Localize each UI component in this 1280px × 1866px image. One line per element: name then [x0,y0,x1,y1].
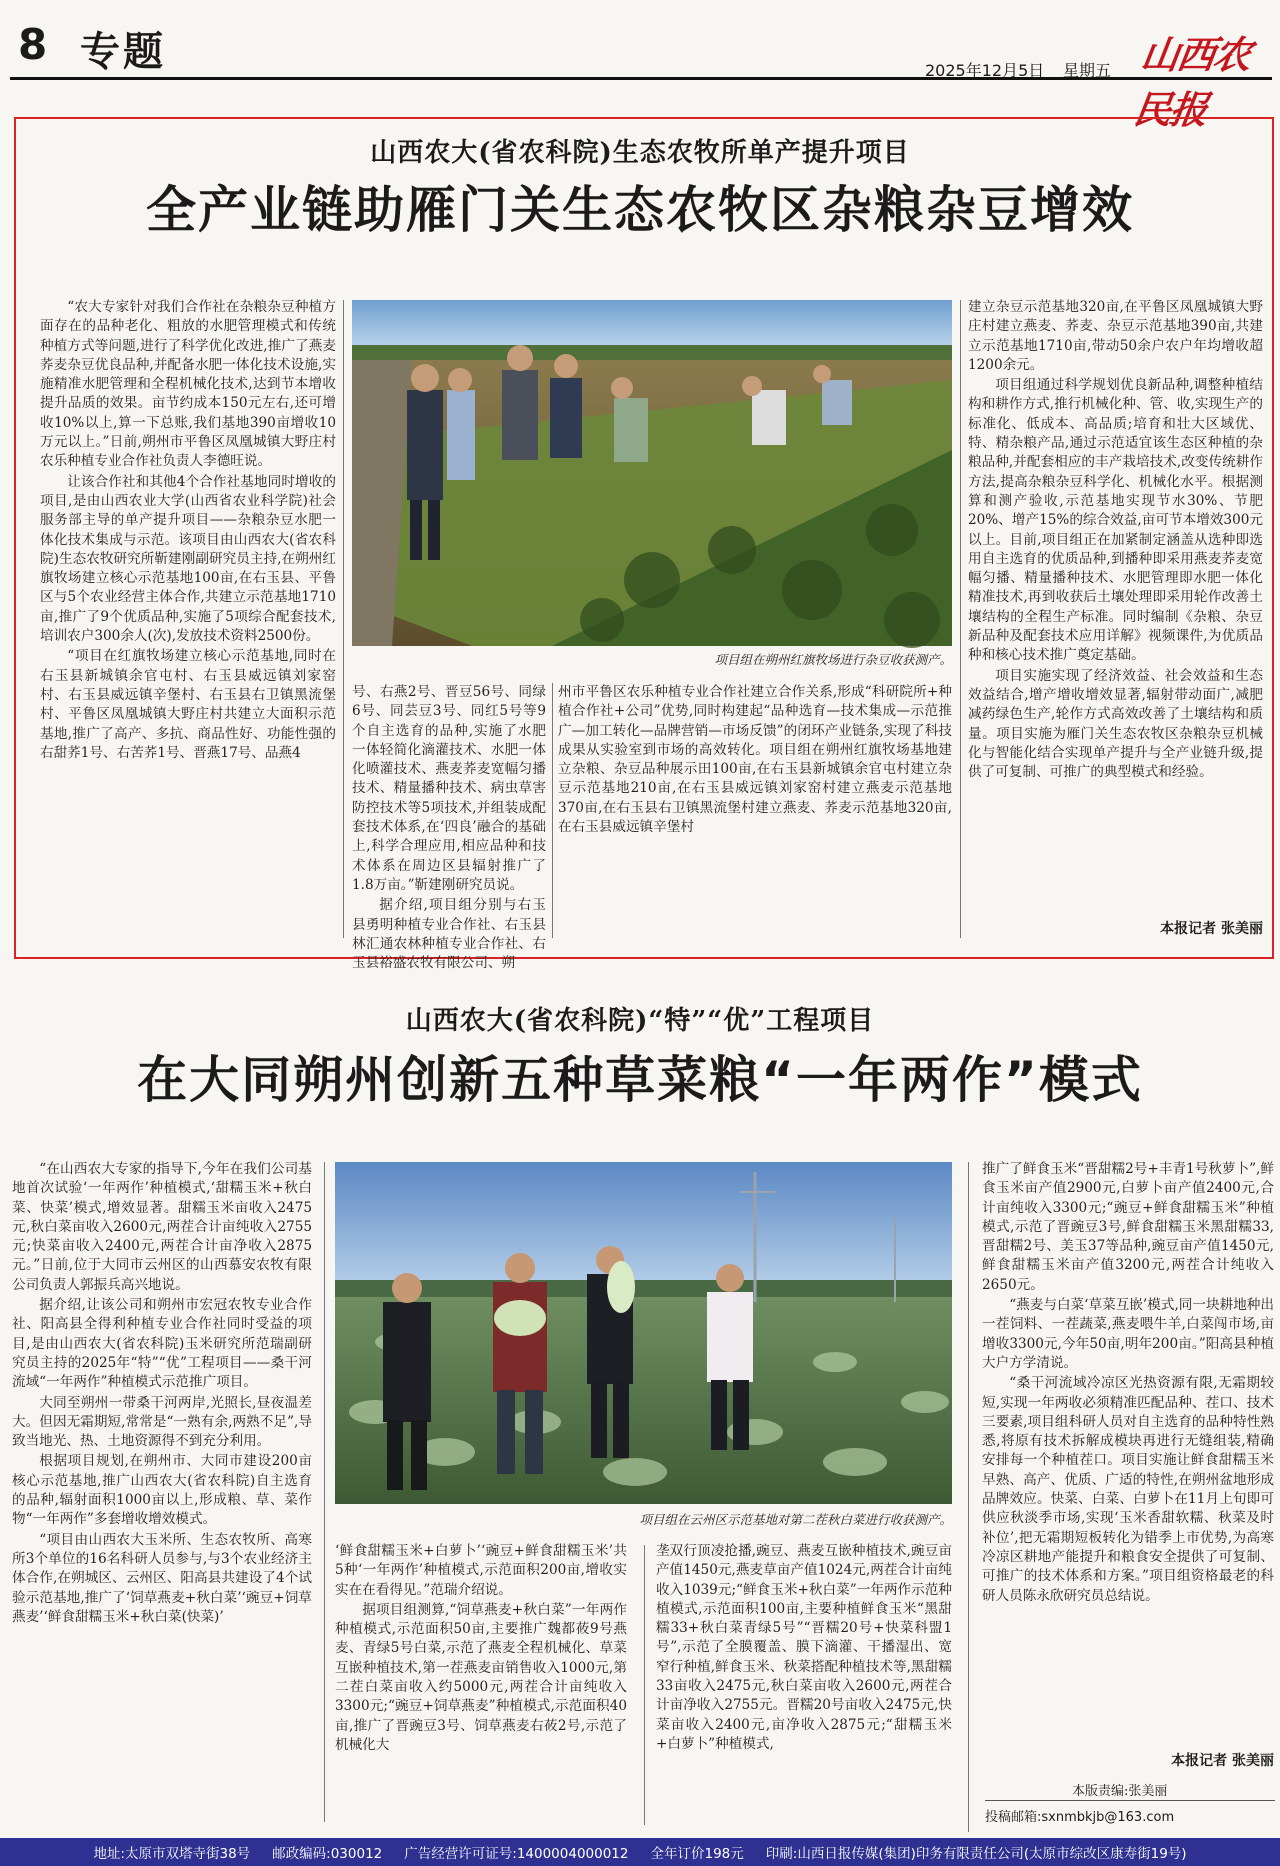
column-rule [644,1545,645,1825]
article-1-column-1 [40,298,336,938]
newspaper-logo: 山西农民报 [1130,32,1253,132]
article-2-column-1 [12,1160,312,1820]
issue-date: 2025年12月5日 [925,61,1045,80]
article-1-column-3 [558,683,952,938]
paragraph: ‘鲜食甜糯玉米+白萝卜’‘豌豆+鲜食甜糯玉米’共5种‘一年两作’种植模式,示范面积200亩,增收实实在在看得见。”范瑞介绍说。 [335,1543,627,1598]
column-rule [960,300,961,938]
article-1-column-2 [352,683,546,972]
paragraph: 大同至朔州一带桑干河两岸,光照长,昼夜温差大。但因无霜期短,常常是“一熟有余,两熟不足”,导致当地光、热、土地资源得不到充分利用。 [12,1394,312,1450]
masthead [10,14,1272,132]
field-harvest-photo [352,300,952,646]
article-1-kicker: 山西农大(省农科院)生态农牧所单产提升项目 [370,138,910,168]
footer-license: 广告经营许可证号:1400004000012 [404,1846,629,1862]
article-2-photo-caption: 项目组在云州区示范基地对第二茬秋白菜进行收获测产。 [639,1512,952,1527]
article-2-headline: 在大同朔州创新五种草菜粮“一年两作”模式 [137,1051,1143,1109]
article-2-column-2 [335,1542,627,1826]
paragraph: 号、右燕2号、晋豆56号、同绿6号、同芸豆3号、同红5号等9个自主选育的品种,实施了水肥一体轻简化滴灌技术、水肥一体化喷灌技术、燕麦荞麦宽幅匀播技术、精量播种技术、病虫草害防控技术等5项技术,并组装成配套技术体系,在‘四良’融合的基础上,科学合理应用,相应品种和技术体系在周边区县辐射推广了1.8万亩。”靳建刚研究员说。 [352,684,546,893]
footer-bar [0,1838,1280,1866]
paragraph: 推广了鲜食玉米“晋甜糯2号+丰青1号秋萝卜”,鲜食玉米亩产值2900元,白萝卜亩产值2400元,合计亩纯收入3300元;“豌豆+鲜食甜糯玉米”种植模式,示范了晋豌豆3号,鲜食甜糯玉米黑甜糯33,晋甜糯2号、美玉37等品种,豌豆亩产值1450元,鲜食甜糯玉米亩产值3200元,两茬合计纯收入2650元。 [982,1161,1274,1293]
article-2-column-4 [982,1160,1274,1750]
article-2-byline: 本报记者 张美丽 [1171,1753,1274,1769]
paragraph: “桑干河流域冷凉区光热资源有限,无霜期较短,实现一年两收必须精准匹配品种、茬口、技术三要素,项目组科研人员对自主选育的品种特性熟悉,将原有技术拆解成模块再进行无缝组装,精确安排每一个种植茬口。项目实施让鲜食甜糯玉米早熟、高产、优质、广适的特性,在朔州盆地形成品牌效应。快菜、白菜、白萝卜在11月上旬即可供应秋淡季市场,实现‘玉米香甜软糯、秋菜及时补位’,把无霜期短板转化为错季上市优势,为高寒冷凉区耕地产能提升和粮食安全提供了可复制、可推广的技术体系和方案。”项目组资格最老的科研人员陈永欣研究员总结说。 [982,1375,1274,1604]
divider [985,1800,1275,1801]
column-rule [324,1162,325,1822]
column-rule [343,300,344,938]
footer-address: 地址:太原市双塔寺街38号 [93,1846,251,1862]
article-2-photo [335,1162,952,1504]
paragraph: 据介绍,让该公司和朔州市宏冠农牧专业合作社、阳高县全得利种植专业合作社同时受益的项目,是由山西农大(省农科院)玉米研究所范瑞副研究员主持的2025年“特”“优”工程项目——桑干河流域“一年两作”种植模式示范推广项目。 [12,1297,312,1391]
footer-price: 全年订价198元 [650,1846,744,1862]
paragraph: 据介绍,项目组分别与右玉县勇明种植专业合作社、右玉县林汇通农林种植专业合作社、右玉县裕盛农牧有限公司、朔 [352,897,546,972]
footer-postcode: 邮政编码:030012 [272,1846,383,1862]
article-1-headline: 全产业链助雁门关生态农牧区杂粮杂豆增效 [146,181,1134,239]
paragraph: 根据项目规划,在朔州市、大同市建设200亩核心示范基地,推广山西农大(省农科院)自主选育的品种,辐射面积1000亩以上,形成粮、草、菜作物“一年两作”多套增收增效模式。 [12,1453,312,1528]
article-1-photo-caption: 项目组在朔州红旗牧场进行杂豆收获测产。 [714,652,952,667]
paragraph: 项目组通过科学规划优良新品种,调整种植结构和耕作方式,推行机械化种、管、收,实现生产的标准化、低成本、高品质;培育和壮大区域优、特、精杂粮产品,通过示范适宜该生态区种植的杂粮品种,并配套相应的丰产栽培技术,改变传统耕作方法,提高杂粮杂豆科学化、机械化水平。根据测算和测产验收,示范基地实现节水30%、节肥20%、增产15%的综合效益,亩可节本增效300元以上。目前,项目组正在加紧制定涵盖从选种即选用自主选育的优质品种,到播种即采用燕麦荞麦宽幅匀播、精量播种技术、水肥管理即水肥一体化精准技术,再到收获后土壤处理即采用轮作改善土壤结构的全程生产标准。同时编制《杂粮、杂豆新品种及配套技术应用详解》视频课件,为优质品种和核心技术推广奠定基础。 [968,377,1263,664]
paragraph: 据项目组测算,“饲草燕麦+秋白菜”一年两作种植模式,示范面积50亩,主要推广魏都莜9号燕麦、青绿5号白菜,示范了燕麦全程机械化、草菜互嵌种植技术,第一茬燕麦亩销售收入1000元,第二茬白菜亩收入约5000元,两茬合计亩纯收入3300元;“豌豆+饲草燕麦”种植模式,示范面积40亩,推广了晋豌豆3号、饲草燕麦右莜2号,示范了机械化大 [335,1601,627,1753]
cabbage-harvest-photo [335,1162,952,1504]
footer-printer: 印刷:山西日报传媒(集团)印务有限责任公司(太原市综改区康寿街19号) [765,1846,1187,1862]
paragraph: 项目实施实现了经济效益、社会效益和生态效益结合,增产增收增效显著,辐射带动面广,减肥减药绿色生产,轮作方式高效改善了土壤结构和质量。项目实施为雁门关生态农牧区杂粮杂豆机械化与智能化结合实现单产提升与全产业链升级,提供了可复制、可推广的典型模式和经验。 [968,667,1263,781]
page-editor: 本版责编:张美丽 [1072,1784,1168,1799]
paragraph: “农大专家针对我们合作社在杂粮杂豆种植方面存在的品种老化、粗放的水肥管理模式和传统种植方式等问题,进行了科学优化改进,推广了燕麦荞麦杂豆优良品种,并配备水肥一体化技术设施,实施精准水肥管理和全程机械化技术,达到节本增收提升品质的效果。亩节约成本150元左右,还可增收10%以上,算一下总账,我们基地390亩增收10万元以上。”日前,朔州市平鲁区凤凰城镇大野庄村农乐种植专业合作社负责人李德旺说。 [40,299,336,470]
column-rule [552,683,553,938]
paragraph: “项目在红旗牧场建立核心示范基地,同时在右玉县新城镇余官屯村、右玉县威远镇刘家窑村、右玉县威远镇辛堡村、右玉县右卫镇黑流堡村、平鲁区凤凰城镇大野庄村共建立大面积示范基地,推广了高产、多抗、商品性好、功能性强的右甜荞1号、右苦荞1号、晋燕17号、品燕4 [40,648,336,761]
section-title: 专题 [80,29,166,75]
paragraph: “燕麦与白菜‘草菜互嵌’模式,同一块耕地种出一茬饲料、一茬蔬菜,燕麦喂牛羊,白菜闯市场,亩增收3300元,今年50亩,明年200亩。”阳高县种植大户方学清说。 [982,1297,1274,1371]
column-rule [968,1162,969,1832]
paragraph: 州市平鲁区农乐种植专业合作社建立合作关系,形成“科研院所+种植合作社+公司”优势,同时构建起“品种选育—技术集成—示范推广—加工转化—品牌营销—市场反馈”的闭环产业链条,实现了科技成果从实验室到市场的高效转化。项目组在朔州红旗牧场基地建立杂粮、杂豆品种展示田100亩,在右玉县新城镇余官屯村建立杂豆示范基地210亩,在右玉县威远镇刘家窑村建立燕麦示范基地370亩,在右玉县右卫镇黑流堡村建立燕麦、荞麦示范基地320亩,在右玉县威远镇辛堡村 [558,684,952,836]
article-2-kicker: 山西农大(省农科院)“特”“优”工程项目 [405,1006,875,1036]
paragraph: 让该合作社和其他4个合作社基地同时增收的项目,是由山西农业大学(山西省农业科学院)社会服务部主导的单产提升项目——杂粮杂豆水肥一体化技术集成与示范。该项目由山西农大(省农科院)生态农牧研究所靳建刚副研究员主持,在朔州红旗牧场建立核心示范基地100亩,在右玉县、平鲁区与5个农业经营主体合作,共建立示范基地1710亩,推广了9个优质品种,实施了5项综合配套技术,培训农户300余人(次),发放技术资料2500份。 [40,473,336,645]
paragraph: “在山西农大专家的指导下,今年在我们公司基地首次试验‘一年两作’种植模式,‘甜糯玉米+秋白菜、快菜’模式,增效显著。甜糯玉米亩收入2475元,秋白菜亩收入2600元,两茬合计亩纯收入2755元;快菜亩收入2400元,两茬合计亩净收入2875元。”日前,位于大同市云州区的山西慕安农牧有限公司负责人郭振兵高兴地说。 [12,1161,312,1293]
paragraph: 垄双行顶凌抢播,豌豆、燕麦互嵌种植技术,豌豆亩产值1450元,燕麦草亩产值1024元,两茬合计亩纯收入1039元;“鲜食玉米+秋白菜”一年两作示范种植模式,示范面积100亩,主要种植鲜食玉米“黑甜糯33+秋白菜青绿5号”“晋糯20号+快菜科盟1号”,示范了全膜覆盖、膜下滴灌、干播湿出、宽窄行种植,鲜食玉米、秋菜搭配种植技术等,黑甜糯33亩收入2475元,秋白菜亩收入2600元,两茬合计亩净收入2755元。晋糯20号亩收入2475元,快菜亩收入2400元,亩净收入2875元;“甜糯玉米+白萝卜”种植模式, [656,1543,952,1752]
paragraph: “项目由山西农大玉米所、生态农牧所、高寒所3个单位的16名科研人员参与,与3个农业经济主体合作,在朔城区、云州区、阳高县共建设了4个试验示范基地,推广了‘饲草燕麦+秋白菜’‘豌豆+饲草燕麦’‘鲜食甜糯玉米+秋白菜(快菜)’ [12,1531,312,1625]
page-number: 8 [18,20,48,69]
article-1-byline: 本报记者 张美丽 [1160,921,1263,937]
submission-email: 投稿邮箱:sxnmbkjb@163.com [985,1810,1175,1825]
article-1-column-4 [968,298,1263,920]
article-1-photo [352,300,952,646]
paragraph: 建立杂豆示范基地320亩,在平鲁区凤凰城镇大野庄村建立燕麦、荞麦、杂豆示范基地390亩,共建立示范基地1710亩,带动50余户农户年均增收超1200余元。 [968,299,1263,373]
issue-weekday: 星期五 [1063,61,1112,80]
article-2-column-3 [656,1542,952,1826]
